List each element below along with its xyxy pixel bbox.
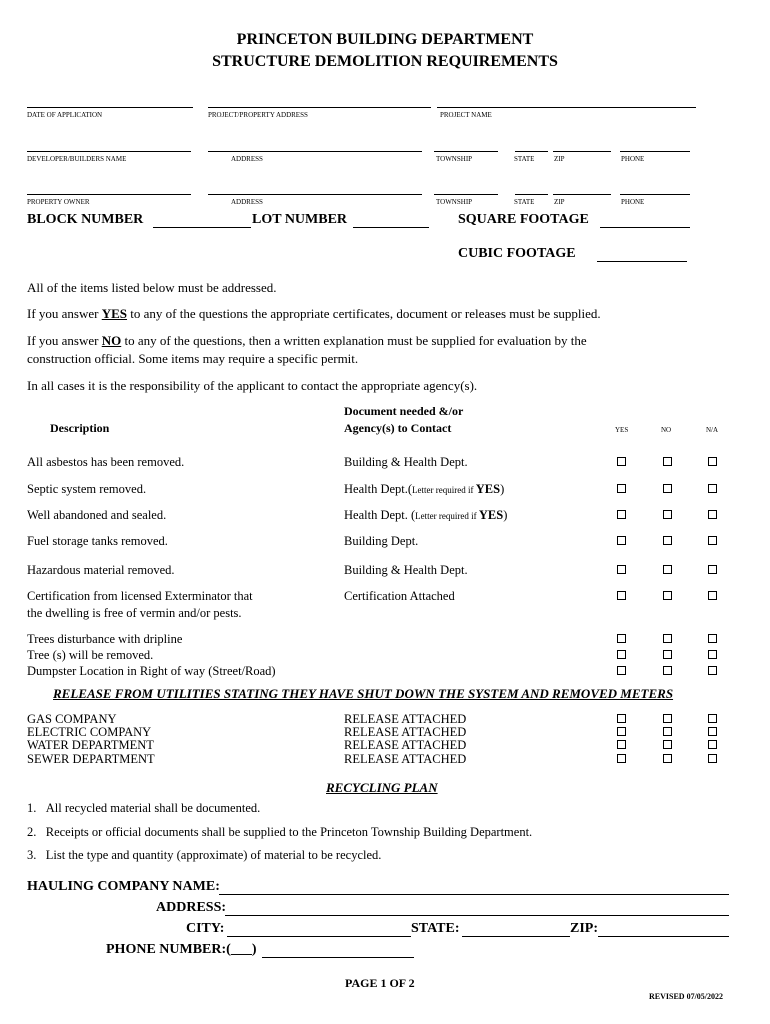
lot-number-field[interactable] bbox=[353, 227, 429, 228]
row-asbestos-document: Building & Health Dept. bbox=[344, 455, 468, 469]
page-title-line1: PRINCETON BUILDING DEPARTMENT bbox=[236, 31, 534, 48]
row-asbestos-description: All asbestos has been removed. bbox=[27, 455, 185, 469]
utility-gas-document: RELEASE ATTACHED bbox=[344, 712, 467, 726]
row-trees-dripline-no-checkbox[interactable] bbox=[663, 634, 672, 643]
utility-sewer-no-checkbox[interactable] bbox=[663, 754, 672, 763]
project-address-label: PROJECT/PROPERTY ADDRESS bbox=[208, 111, 308, 119]
row-asbestos-na-checkbox[interactable] bbox=[708, 457, 717, 466]
utility-gas-yes-checkbox[interactable] bbox=[617, 714, 626, 723]
hauling-company-field[interactable] bbox=[219, 894, 729, 895]
owner-state-field[interactable] bbox=[515, 194, 548, 195]
yes-column-header: YES bbox=[615, 426, 629, 434]
no-column-header: NO bbox=[661, 426, 672, 434]
owner-name-label: PROPERTY OWNER bbox=[27, 198, 90, 206]
row-dumpster-na-checkbox[interactable] bbox=[708, 666, 717, 675]
block-number-field[interactable] bbox=[153, 227, 251, 228]
row-hazardous-document: Building & Health Dept. bbox=[344, 563, 468, 577]
utility-electric-yes-checkbox[interactable] bbox=[617, 727, 626, 736]
row-hazardous-na-checkbox[interactable] bbox=[708, 565, 717, 574]
utility-water-document: RELEASE ATTACHED bbox=[344, 738, 467, 752]
row-well-na-checkbox[interactable] bbox=[708, 510, 717, 519]
row-asbestos-yes-checkbox[interactable] bbox=[617, 457, 626, 466]
developer-phone-field[interactable] bbox=[620, 151, 690, 152]
row-trees-dripline-description: Trees disturbance with dripline bbox=[27, 632, 183, 646]
recycling-item-2: 2. Receipts or official documents shall be supplied to the Princeton Township Building Department. bbox=[27, 825, 533, 839]
hauling-phone-label: PHONE NUMBER:(___) bbox=[106, 942, 257, 957]
project-name-label: PROJECT NAME bbox=[440, 111, 492, 119]
document-column-header-line2: Agency(s) to Contact bbox=[344, 421, 452, 435]
row-dumpster-no-checkbox[interactable] bbox=[663, 666, 672, 675]
row-fuel-no-checkbox[interactable] bbox=[663, 536, 672, 545]
lot-number-label: LOT NUMBER bbox=[252, 212, 348, 227]
developer-state-field[interactable] bbox=[515, 151, 548, 152]
hauling-phone-field[interactable] bbox=[262, 957, 414, 958]
hauling-state-field[interactable] bbox=[462, 936, 570, 937]
recycling-item-1: 1. All recycled material shall be documented. bbox=[27, 801, 261, 815]
row-trees-removed-na-checkbox[interactable] bbox=[708, 650, 717, 659]
utility-sewer-yes-checkbox[interactable] bbox=[617, 754, 626, 763]
row-fuel-description: Fuel storage tanks removed. bbox=[27, 534, 168, 548]
hauling-company-label: HAULING COMPANY NAME: bbox=[27, 879, 220, 894]
row-asbestos-no-checkbox[interactable] bbox=[663, 457, 672, 466]
owner-state-label: STATE bbox=[514, 198, 535, 206]
row-septic-yes-checkbox[interactable] bbox=[617, 484, 626, 493]
row-exterminator-description-line2: the dwelling is free of vermin and/or pests. bbox=[27, 606, 242, 620]
owner-township-field[interactable] bbox=[434, 194, 498, 195]
row-dumpster-description: Dumpster Location in Right of way (Street/Road) bbox=[27, 664, 276, 678]
row-hazardous-yes-checkbox[interactable] bbox=[617, 565, 626, 574]
description-column-header: Description bbox=[50, 421, 110, 435]
row-fuel-yes-checkbox[interactable] bbox=[617, 536, 626, 545]
row-well-document: Health Dept. (Letter required if YES) bbox=[344, 508, 508, 522]
utility-gas-na-checkbox[interactable] bbox=[708, 714, 717, 723]
utility-electric-no-checkbox[interactable] bbox=[663, 727, 672, 736]
recycling-item-3: 3. List the type and quantity (approximate) of material to be recycled. bbox=[27, 848, 382, 862]
row-exterminator-document: Certification Attached bbox=[344, 589, 455, 603]
row-trees-dripline-na-checkbox[interactable] bbox=[708, 634, 717, 643]
row-septic-no-checkbox[interactable] bbox=[663, 484, 672, 493]
utility-sewer-document: RELEASE ATTACHED bbox=[344, 752, 467, 766]
revised-date: REVISED 07/05/2022 bbox=[649, 992, 724, 1001]
row-septic-description: Septic system removed. bbox=[27, 482, 147, 496]
hauling-address-field[interactable] bbox=[225, 915, 729, 916]
row-fuel-na-checkbox[interactable] bbox=[708, 536, 717, 545]
project-name-field[interactable] bbox=[437, 107, 696, 108]
owner-name-field[interactable] bbox=[27, 194, 191, 195]
page-title-line2: STRUCTURE DEMOLITION REQUIREMENTS bbox=[212, 53, 558, 70]
row-trees-dripline-yes-checkbox[interactable] bbox=[617, 634, 626, 643]
instruction-3: If you answer NO to any of the questions, then a written explanation must be supplied for evaluation by the bbox=[27, 333, 587, 348]
row-hazardous-description: Hazardous material removed. bbox=[27, 563, 175, 577]
owner-address-field[interactable] bbox=[208, 194, 422, 195]
owner-zip-field[interactable] bbox=[553, 194, 611, 195]
hauling-city-label: CITY: bbox=[186, 921, 225, 936]
row-trees-removed-yes-checkbox[interactable] bbox=[617, 650, 626, 659]
developer-name-field[interactable] bbox=[27, 151, 191, 152]
instruction-3-line2: construction official. Some items may require a specific permit. bbox=[27, 351, 359, 366]
instruction-1: All of the items listed below must be addressed. bbox=[27, 280, 277, 295]
recycling-heading: RECYCLING PLAN bbox=[326, 780, 438, 795]
row-well-yes-checkbox[interactable] bbox=[617, 510, 626, 519]
developer-zip-label: ZIP bbox=[554, 155, 565, 163]
developer-address-label: ADDRESS bbox=[231, 155, 263, 163]
developer-zip-field[interactable] bbox=[553, 151, 611, 152]
row-septic-document: Health Dept.(Letter required if YES) bbox=[344, 482, 505, 496]
project-address-field[interactable] bbox=[208, 107, 431, 108]
row-hazardous-no-checkbox[interactable] bbox=[663, 565, 672, 574]
row-exterminator-yes-checkbox[interactable] bbox=[617, 591, 626, 600]
row-exterminator-no-checkbox[interactable] bbox=[663, 591, 672, 600]
utility-electric-document: RELEASE ATTACHED bbox=[344, 725, 467, 739]
instruction-4: In all cases it is the responsibility of the applicant to contact the appropriate agency(s). bbox=[27, 378, 478, 393]
utility-sewer-name: SEWER DEPARTMENT bbox=[27, 752, 155, 766]
page-number: PAGE 1 OF 2 bbox=[345, 976, 415, 990]
row-well-description: Well abandoned and sealed. bbox=[27, 508, 167, 522]
utility-water-na-checkbox[interactable] bbox=[708, 740, 717, 749]
hauling-zip-field[interactable] bbox=[598, 936, 729, 937]
utility-sewer-na-checkbox[interactable] bbox=[708, 754, 717, 763]
row-dumpster-yes-checkbox[interactable] bbox=[617, 666, 626, 675]
hauling-phone-area: (___) bbox=[226, 942, 257, 957]
owner-phone-field[interactable] bbox=[620, 194, 690, 195]
row-trees-removed-description: Tree (s) will be removed. bbox=[27, 648, 154, 662]
hauling-city-field[interactable] bbox=[227, 936, 411, 937]
owner-phone-label: PHONE bbox=[621, 198, 645, 206]
hauling-address-label: ADDRESS: bbox=[156, 900, 227, 915]
owner-address-label: ADDRESS bbox=[231, 198, 263, 206]
row-fuel-document: Building Dept. bbox=[344, 534, 419, 548]
utility-water-no-checkbox[interactable] bbox=[663, 740, 672, 749]
date-of-application-field[interactable] bbox=[27, 107, 193, 108]
developer-township-field[interactable] bbox=[434, 151, 498, 152]
row-exterminator-description-line1: Certification from licensed Exterminator that bbox=[27, 589, 253, 603]
instruction-2: If you answer YES to any of the questions the appropriate certificates, document or releases must be supplied. bbox=[27, 306, 601, 321]
hauling-zip-label: ZIP: bbox=[570, 921, 598, 936]
row-exterminator-na-checkbox[interactable] bbox=[708, 591, 717, 600]
developer-name-label: DEVELOPER/BUILDERS NAME bbox=[27, 155, 127, 163]
row-well-no-checkbox[interactable] bbox=[663, 510, 672, 519]
document-column-header-line1: Document needed &/or bbox=[344, 404, 464, 418]
utility-water-name: WATER DEPARTMENT bbox=[27, 738, 154, 752]
developer-phone-label: PHONE bbox=[621, 155, 645, 163]
utility-water-yes-checkbox[interactable] bbox=[617, 740, 626, 749]
developer-township-label: TOWNSHIP bbox=[436, 155, 473, 163]
owner-township-label: TOWNSHIP bbox=[436, 198, 473, 206]
row-trees-removed-no-checkbox[interactable] bbox=[663, 650, 672, 659]
hauling-state-label: STATE: bbox=[411, 921, 460, 936]
utilities-heading: RELEASE FROM UTILITIES STATING THEY HAVE SHUT DOWN THE SYSTEM AND REMOVED METERS bbox=[53, 686, 674, 701]
date-of-application-label: DATE OF APPLICATION bbox=[27, 111, 103, 119]
utility-electric-name: ELECTRIC COMPANY bbox=[27, 725, 152, 739]
square-footage-label: SQUARE FOOTAGE bbox=[458, 212, 589, 227]
utility-gas-name: GAS COMPANY bbox=[27, 712, 117, 726]
utility-electric-na-checkbox[interactable] bbox=[708, 727, 717, 736]
square-footage-field[interactable] bbox=[600, 227, 690, 228]
cubic-footage-field[interactable] bbox=[597, 261, 687, 262]
utility-gas-no-checkbox[interactable] bbox=[663, 714, 672, 723]
developer-state-label: STATE bbox=[514, 155, 535, 163]
owner-zip-label: ZIP bbox=[554, 198, 565, 206]
developer-address-field[interactable] bbox=[208, 151, 422, 152]
cubic-footage-label: CUBIC FOOTAGE bbox=[458, 246, 576, 261]
row-septic-na-checkbox[interactable] bbox=[708, 484, 717, 493]
block-number-label: BLOCK NUMBER bbox=[27, 212, 144, 227]
na-column-header: N/A bbox=[706, 426, 719, 434]
